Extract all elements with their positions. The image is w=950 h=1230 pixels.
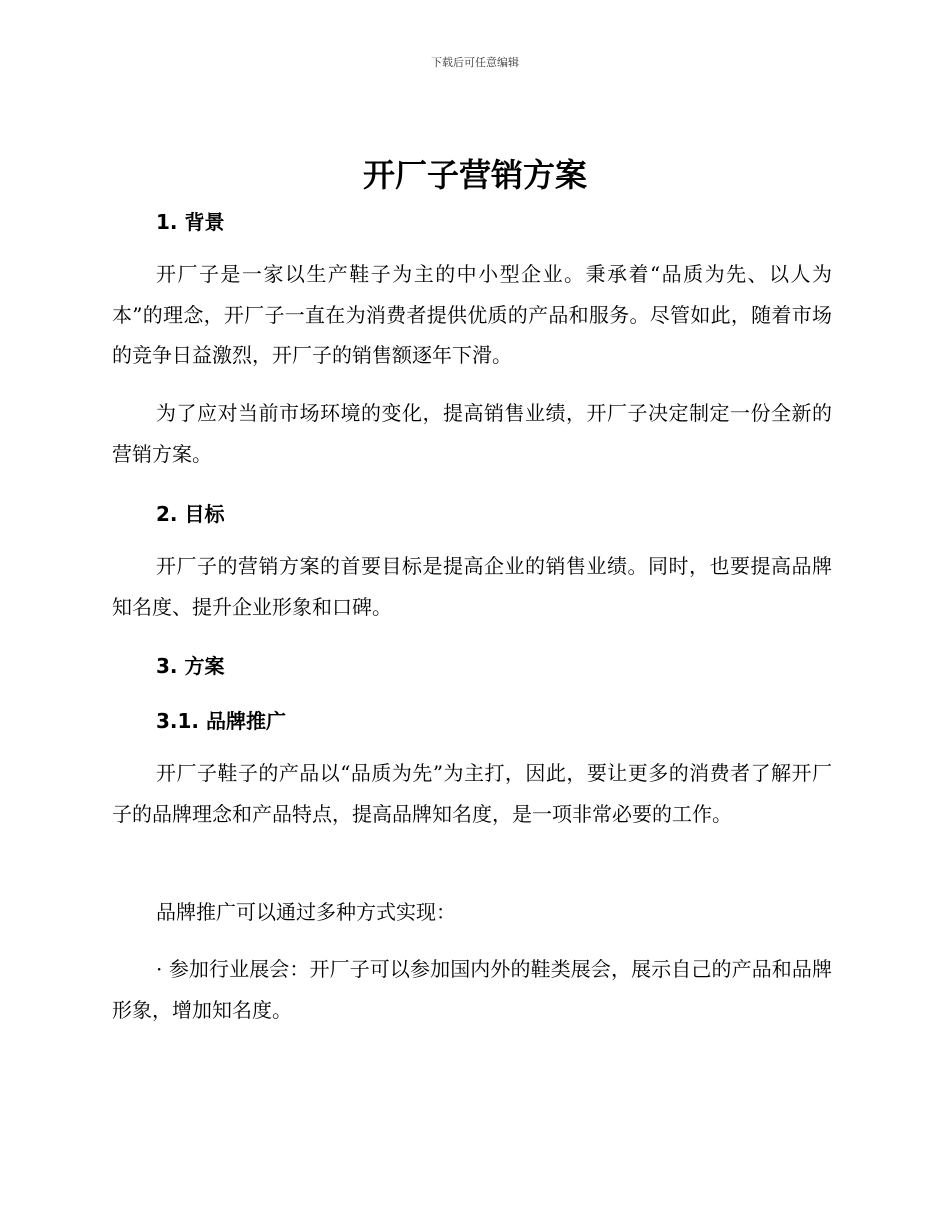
section-heading-plan: 3. 方案 (156, 654, 225, 678)
paragraph-brand-2: 品牌推广可以通过多种方式实现： (156, 900, 456, 924)
section-heading-background: 1. 背景 (156, 210, 225, 234)
section-heading-goal: 2. 目标 (156, 502, 225, 526)
paragraph-brand-3: · 参加行业展会：开厂子可以参加国内外的鞋类展会，展示自己的产品和品牌形象，增加知名度。 (112, 957, 832, 1022)
paragraph-background-1: 开厂子是一家以生产鞋子为主的中小型企业。秉承着“品质为先、以人为本”的理念，开厂子一直在为消费者提供优质的产品和服务。尽管如此，随着市场的竞争日益激烈，开厂子的销售额逐年下滑。 (112, 262, 832, 367)
paragraph-brand-1: 开厂子鞋子的产品以“品质为先”为主打，因此，要让更多的消费者了解开厂子的品牌理念和产品特点，提高品牌知名度，是一项非常必要的工作。 (112, 761, 832, 826)
document-title: 开厂子营销方案 (362, 156, 587, 194)
section-heading-brand: 3.1. 品牌推广 (156, 709, 286, 733)
header-note: 下载后可任意编辑 (431, 56, 519, 69)
paragraph-goal-1: 开厂子的营销方案的首要目标是提高企业的销售业绩。同时，也要提高品牌知名度、提升企业形象和口碑。 (112, 554, 832, 619)
paragraph-background-2: 为了应对当前市场环境的变化，提高销售业绩，开厂子决定制定一份全新的营销方案。 (112, 401, 832, 466)
